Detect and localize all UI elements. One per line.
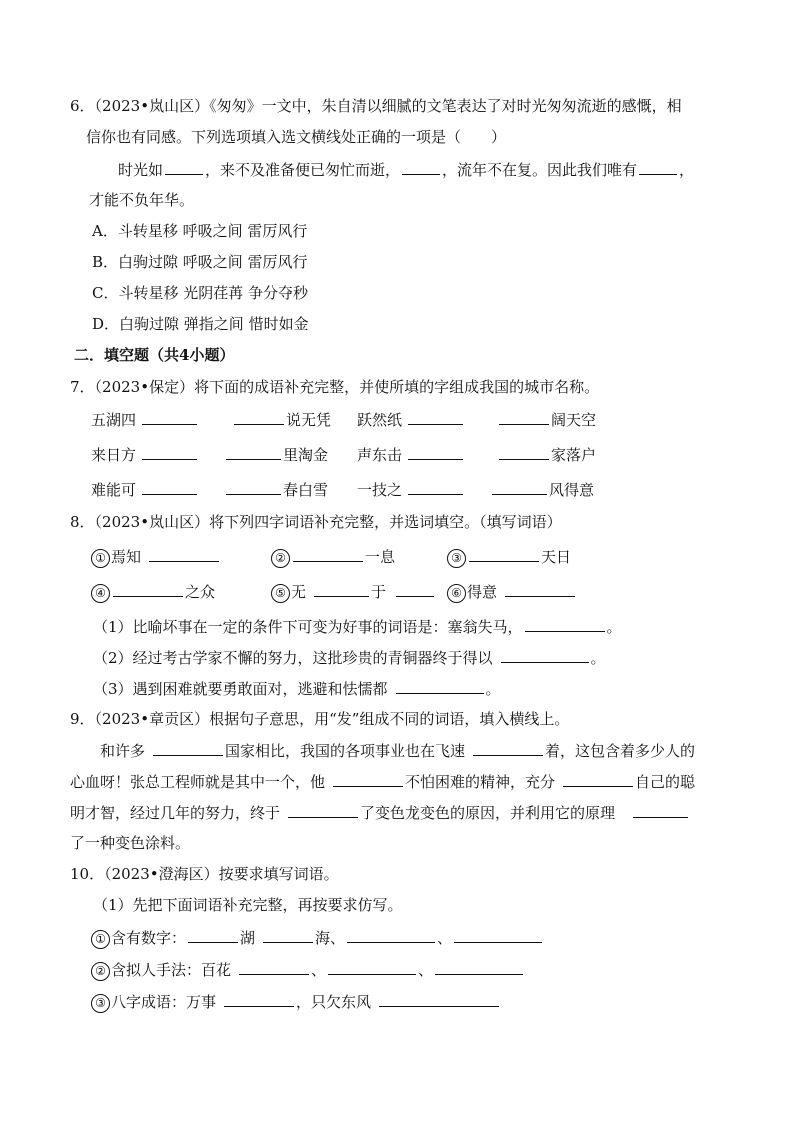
idiom-fragment: 说无凭	[286, 411, 332, 429]
answer-blank[interactable]	[473, 739, 543, 756]
circled-number: ②	[271, 549, 290, 568]
row-text: 、	[311, 961, 327, 979]
q7-item	[91, 443, 199, 465]
circled-number: ①	[91, 930, 110, 949]
idiom-fragment: 里淘金	[283, 446, 329, 464]
idiom-fragment: 风得意	[549, 481, 595, 499]
q7-item	[224, 478, 328, 500]
q6-option-c[interactable]: C．斗转星移 光阴荏苒 争分夺秒	[92, 284, 309, 302]
answer-blank[interactable]	[396, 580, 434, 597]
answer-blank[interactable]	[142, 478, 197, 495]
section-title: 二．填空题（共4小题）	[74, 346, 235, 364]
answer-blank[interactable]	[239, 958, 309, 975]
idiom-fragment: 春白雪	[283, 481, 329, 499]
q6-passage-c: ，流年不在复。因此我们唯有	[442, 161, 638, 179]
row-text: 海、	[315, 929, 346, 947]
circled-number: ③	[447, 549, 466, 568]
q9-line1	[100, 739, 695, 761]
q7-item	[91, 408, 199, 430]
q8-item-6	[447, 580, 577, 602]
answer-blank[interactable]	[314, 580, 369, 597]
q6-passage-end: 才能不负年华。	[89, 191, 195, 209]
idiom-fragment: 来日方	[91, 446, 137, 464]
q7-item	[224, 443, 328, 465]
answer-blank[interactable]	[226, 478, 281, 495]
q9-line2	[70, 770, 695, 792]
answer-blank[interactable]	[396, 677, 484, 694]
idiom-fragment: 五湖四	[91, 411, 137, 429]
word-fragment: 焉知	[111, 548, 142, 566]
word-fragment: 一息	[365, 548, 396, 566]
answer-blank[interactable]	[328, 958, 416, 975]
idiom-fragment: 家落户	[551, 446, 597, 464]
answer-blank[interactable]	[149, 545, 219, 562]
answer-blank[interactable]	[142, 443, 197, 460]
q8-sub3	[93, 677, 501, 699]
answer-blank[interactable]	[263, 926, 313, 943]
q6-option-b[interactable]: B．白驹过隙 呼吸之间 雷厉风行	[92, 253, 308, 271]
answer-blank[interactable]	[499, 443, 549, 460]
circled-number: ⑤	[271, 584, 290, 603]
q7-item	[91, 478, 199, 500]
answer-blank[interactable]	[408, 408, 463, 425]
passage-text: 不怕困难的精神，充分	[405, 773, 556, 791]
q7-item	[357, 443, 465, 465]
q7-item	[357, 478, 465, 500]
answer-blank[interactable]	[501, 646, 589, 663]
row-text: 含拟人手法：百花	[111, 961, 232, 979]
q7-item	[490, 478, 594, 500]
q7-item	[232, 408, 331, 430]
idiom-fragment: 阔天空	[551, 411, 597, 429]
word-fragment: 天日	[541, 548, 572, 566]
q8-sub1	[93, 615, 622, 637]
q9-prompt: 9．（2023•章贡区）根据句子意思，用“发”组成不同的词语，填入横线上。	[70, 710, 570, 728]
answer-blank[interactable]	[402, 158, 440, 175]
answer-blank[interactable]	[525, 615, 605, 632]
idiom-fragment: 一技之	[357, 481, 403, 499]
q8-sub2	[93, 646, 606, 668]
answer-blank[interactable]	[408, 478, 463, 495]
answer-blank[interactable]	[293, 545, 363, 562]
q7-prompt: 7．（2023•保定）将下面的成语补充完整，并使所填的字组成我国的城市名称。	[70, 378, 600, 396]
word-fragment: 无	[291, 583, 307, 601]
punctuation: 。	[606, 618, 622, 636]
circled-number: ②	[91, 962, 110, 981]
idiom-fragment: 难能可	[91, 481, 137, 499]
q8-item-3	[447, 545, 571, 567]
row-text: ，只欠东风	[296, 993, 372, 1011]
answer-blank[interactable]	[333, 770, 403, 787]
passage-text: 自己的聪	[635, 773, 696, 791]
passage-text: 心血呀！张总工程师就是其中一个，他	[70, 773, 326, 791]
passage-text: 和许多	[100, 742, 146, 760]
idiom-fragment: 跃然纸	[357, 411, 403, 429]
idiom-fragment: 声东击	[357, 446, 403, 464]
q6-passage-a: 时光如	[118, 161, 164, 179]
row-text: 湖	[240, 929, 256, 947]
row-text: 八字成语：万事	[111, 993, 217, 1011]
circled-number: ③	[91, 994, 110, 1013]
q8-item-5	[271, 580, 436, 602]
row-text: 含有数字：	[111, 929, 187, 947]
answer-blank[interactable]	[633, 801, 688, 818]
answer-blank[interactable]	[505, 580, 575, 597]
answer-blank[interactable]	[188, 926, 238, 943]
word-fragment: 得意	[467, 583, 498, 601]
q8-prompt: 8．（2023•岚山区）将下列四字词语补充完整，并选词填空。（填写词语）	[70, 513, 562, 531]
answer-blank[interactable]	[142, 408, 197, 425]
q6-line2: 信你也有同感。下列选项填入选文横线处正确的一项是（ ）	[86, 128, 507, 146]
answer-blank[interactable]	[499, 408, 549, 425]
answer-blank[interactable]	[153, 739, 223, 756]
sub-question-text: （2）经过考古学家不懈的努力，这批珍贵的青铜器终于得以	[93, 649, 493, 667]
q7-item	[497, 443, 596, 465]
answer-blank[interactable]	[226, 443, 281, 460]
punctuation: 。	[485, 680, 501, 698]
sub-question-text: （3）遇到困难就要勇敢面对，逃避和怯懦都	[93, 680, 388, 698]
answer-blank[interactable]	[288, 801, 358, 818]
row-text: 、	[437, 929, 453, 947]
q10-row2	[91, 958, 525, 980]
q8-item-1	[91, 545, 221, 567]
q10-row3	[91, 990, 501, 1012]
passage-text: 明才智，经过几年的努力，终于	[70, 804, 281, 822]
passage-text: 国家相比，我国的各项事业也在飞速	[225, 742, 466, 760]
answer-blank[interactable]	[113, 580, 183, 597]
q10-row1	[91, 926, 544, 948]
answer-blank[interactable]	[469, 545, 539, 562]
word-fragment: 之众	[185, 583, 216, 601]
q6-passage-d: ，	[679, 161, 695, 179]
answer-blank[interactable]	[408, 443, 463, 460]
q9-line4: 了一种变色涂料。	[70, 834, 191, 852]
answer-blank[interactable]	[234, 408, 284, 425]
answer-blank[interactable]	[454, 926, 542, 943]
answer-blank[interactable]	[563, 770, 633, 787]
answer-blank[interactable]	[639, 158, 677, 175]
answer-blank[interactable]	[224, 990, 294, 1007]
q6-passage	[118, 158, 694, 180]
answer-blank[interactable]	[165, 158, 203, 175]
q6-option-a[interactable]: A．斗转星移 呼吸之间 雷厉风行	[92, 222, 308, 240]
q7-item	[497, 408, 596, 430]
sub-question-text: （1）比喻坏事在一定的条件下可变为好事的词语是：塞翁失马，	[93, 618, 523, 636]
passage-text: 了变色龙变色的原因，并利用它的原理	[360, 804, 616, 822]
answer-blank[interactable]	[347, 926, 435, 943]
q10-prompt: 10．（2023•澄海区）按要求填写词语。	[70, 865, 339, 883]
answer-blank[interactable]	[492, 478, 547, 495]
q6-line1: 6．（2023•岚山区）《匆匆》一文中，朱自清以细腻的文笔表达了对时光匆匆流逝的感慨，相	[70, 97, 682, 115]
q8-item-4	[91, 580, 215, 602]
q6-option-d[interactable]: D．白驹过隙 弹指之间 惜时如金	[92, 315, 309, 333]
q10-sub1: （1）先把下面词语补充完整，再按要求仿写。	[93, 896, 403, 914]
answer-blank[interactable]	[379, 990, 499, 1007]
circled-number: ④	[91, 584, 110, 603]
circled-number: ①	[91, 549, 110, 568]
passage-text: 着，这包含着多少人的	[545, 742, 696, 760]
punctuation: 。	[590, 649, 606, 667]
q6-passage-b: ，来不及准备便已匆忙而逝，	[205, 161, 401, 179]
row-text: 、	[418, 961, 434, 979]
answer-blank[interactable]	[435, 958, 523, 975]
q8-item-2	[271, 545, 395, 567]
word-fragment: 于	[371, 583, 387, 601]
q7-item	[357, 408, 465, 430]
circled-number: ⑥	[447, 584, 466, 603]
q9-line3	[70, 801, 690, 823]
